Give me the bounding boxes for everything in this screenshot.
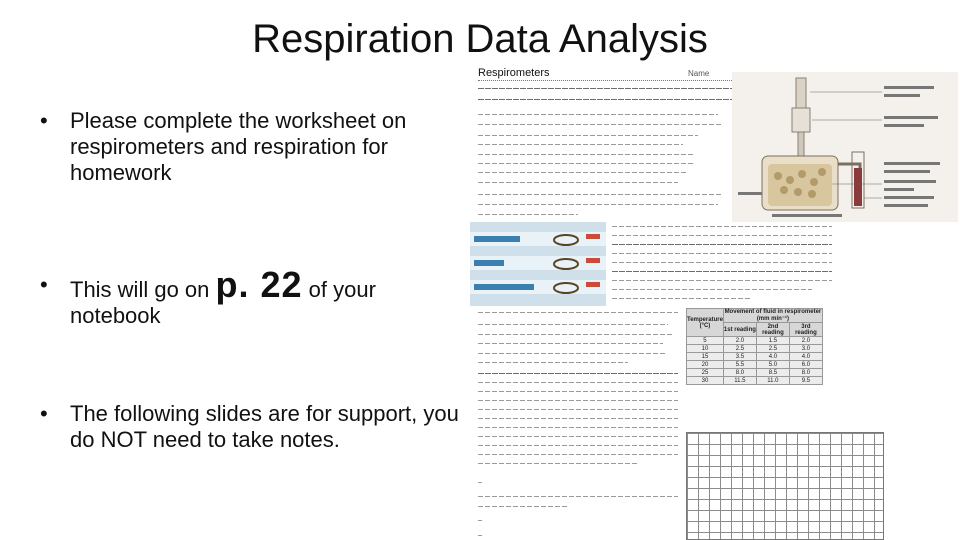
table-header-temperature: Temperature (°C) — [687, 309, 724, 337]
slide-title: Respiration Data Analysis — [252, 17, 708, 61]
table-cell: 2.5 — [723, 345, 756, 353]
bullet-worksheet — [40, 108, 460, 186]
table-cell: 10 — [687, 345, 724, 353]
table-header-reading-1: 1st reading — [723, 323, 756, 337]
worksheet-image — [470, 62, 960, 540]
page-number: p. 22 — [215, 264, 303, 305]
table-cell: 15 — [687, 353, 724, 361]
table-cell: 30 — [687, 377, 724, 385]
respiration-data-table — [686, 308, 823, 385]
table-cell: 11.0 — [756, 377, 789, 385]
table-header-reading-3: 3rd reading — [789, 323, 822, 337]
table-cell: 5.0 — [756, 361, 789, 369]
table-row — [687, 337, 823, 345]
table-cell: 4.0 — [789, 353, 822, 361]
bullet-text: The following slides are for support, you do NOT need to take notes. — [70, 401, 459, 452]
bullet-text — [40, 264, 460, 329]
capillary-tube-drawing — [470, 222, 606, 306]
table-header-reading-2: 2nd reading — [756, 323, 789, 337]
table-cell: 4.0 — [756, 353, 789, 361]
table-cell: 1.5 — [756, 337, 789, 345]
bullet-text-post: of your notebook — [70, 277, 376, 328]
table-cell: 8.5 — [756, 369, 789, 377]
table-header-movement: Movement of fluid in respirometer (mm min⁻¹) — [724, 309, 822, 322]
table-cell: 8.0 — [723, 369, 756, 377]
table-cell: 2.0 — [789, 337, 822, 345]
table-row — [687, 353, 823, 361]
table-cell: 3.5 — [723, 353, 756, 361]
bullet-page — [40, 264, 460, 329]
table-cell: 5.5 — [723, 361, 756, 369]
table-cell: 9.5 — [789, 377, 822, 385]
graph-paper-grid — [686, 432, 884, 540]
table-cell: 6.0 — [789, 361, 822, 369]
capillary-tube-photo — [470, 222, 606, 306]
bullet-notes — [40, 401, 460, 453]
bullet-text: Please complete the worksheet on respirometers and respiration for homework — [70, 108, 407, 185]
table-cell: 2.0 — [723, 337, 756, 345]
table-cell: 2.5 — [756, 345, 789, 353]
table-cell: 5 — [687, 337, 724, 345]
table-row — [687, 345, 823, 353]
respirometer-diagram — [732, 72, 958, 222]
table-row — [687, 377, 823, 385]
bullet-text-pre: This will go on — [70, 277, 216, 302]
table-cell: 11.5 — [723, 377, 756, 385]
respirometer-apparatus-drawing — [732, 72, 958, 222]
table-cell: 8.0 — [789, 369, 822, 377]
table-cell: 25 — [687, 369, 724, 377]
table-row — [687, 361, 823, 369]
bullet-marker: • — [40, 272, 48, 297]
table-cell: 20 — [687, 361, 724, 369]
bullet-marker: • — [40, 401, 48, 426]
table-row — [687, 369, 823, 377]
table-cell: 3.0 — [789, 345, 822, 353]
worksheet-name-label: Name — [688, 69, 710, 78]
worksheet-heading: Respirometers — [478, 67, 550, 79]
bullet-marker: • — [40, 108, 48, 133]
